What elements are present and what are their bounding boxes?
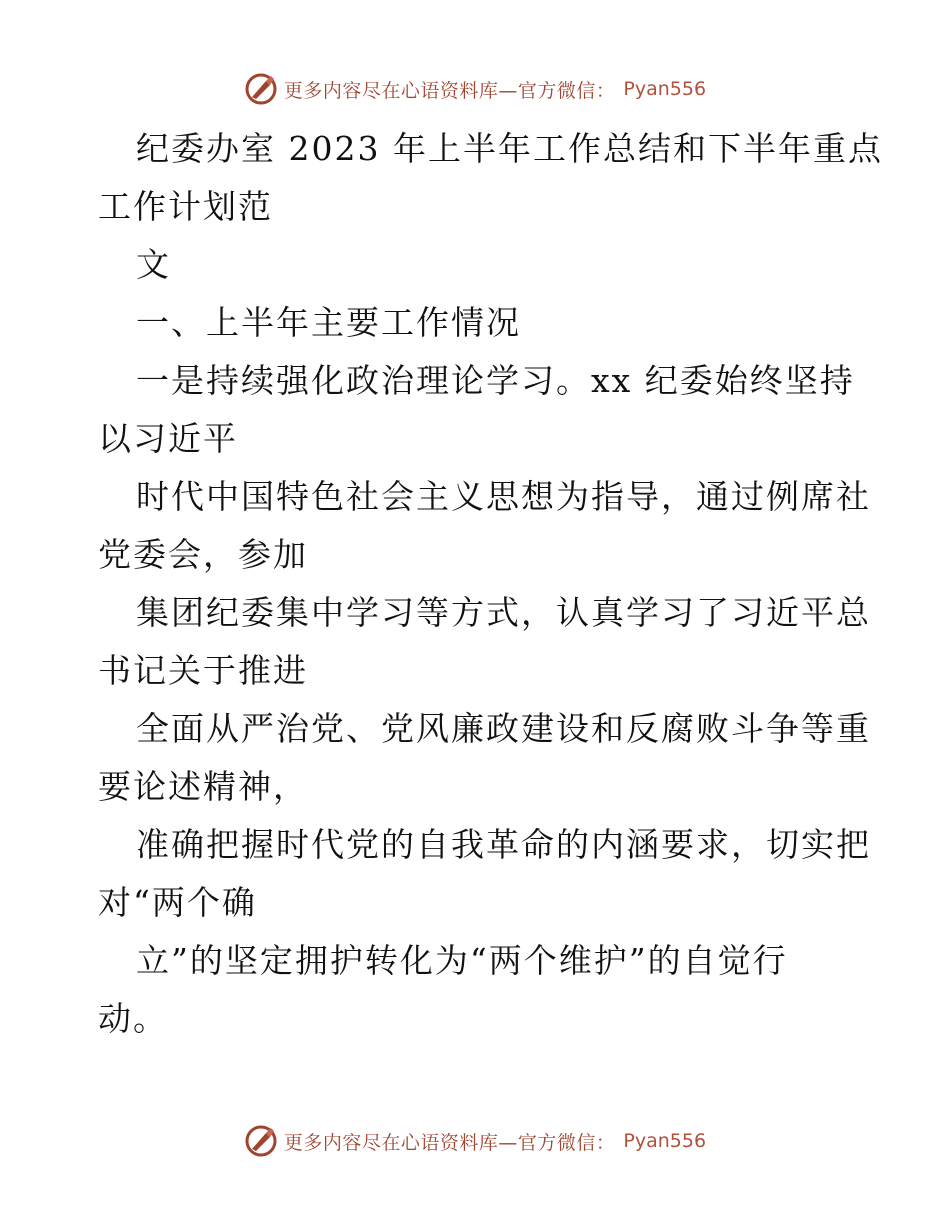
paragraph-line: 书记关于推进 <box>98 651 308 690</box>
paragraph-line: 准确把握时代党的自我革命的内涵要求，切实把 <box>136 825 871 864</box>
header-watermark <box>0 72 950 106</box>
paragraph-line: 一是持续强化政治理论学习。xx 纪委始终坚持 <box>136 361 855 400</box>
watermark-wechat-id: Pyan556 <box>623 78 707 100</box>
section-heading: 一、上半年主要工作情况 <box>136 303 521 342</box>
paragraph-line: 动。 <box>98 999 168 1038</box>
paragraph-line: 以习近平 <box>98 419 238 458</box>
watermark-text: 更多内容尽在心语资料库—官方微信： <box>283 1131 616 1154</box>
paragraph-line: 集团纪委集中学习等方式，认真学习了习近平总 <box>136 593 871 632</box>
doc-title-line-1: 纪委办室 2023 年上半年工作总结和下半年重点 <box>136 129 883 168</box>
doc-title-line-2: 工作计划范 <box>98 187 273 226</box>
paragraph-line: 党委会，参加 <box>98 535 308 574</box>
watermark-text: 更多内容尽在心语资料库—官方微信： <box>283 79 616 102</box>
document-body <box>98 120 883 1048</box>
paragraph-line: 对“两个确 <box>98 883 257 922</box>
quill-logo-icon <box>244 1124 278 1158</box>
paragraph-line: 要论述精神， <box>98 767 308 806</box>
paragraph-line: 全面从严治党、党风廉政建设和反腐败斗争等重 <box>136 709 871 748</box>
paragraph-line: 时代中国特色社会主义思想为指导，通过例席社 <box>136 477 871 516</box>
watermark-wechat-id: Pyan556 <box>623 1130 707 1152</box>
paragraph-line: 立”的坚定拥护转化为“两个维护”的自觉行 <box>136 941 788 980</box>
footer-watermark <box>0 1124 950 1158</box>
doc-title-line-3: 文 <box>136 245 171 284</box>
quill-logo-icon <box>244 72 278 106</box>
